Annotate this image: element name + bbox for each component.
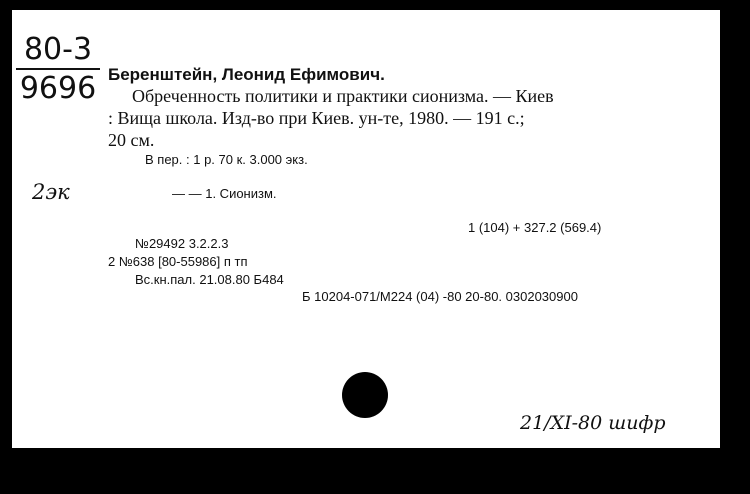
record-line-2: 2 №638 [80-55986] п тп [108, 254, 248, 269]
title-line-2: : Вища школа. Изд-во при Киев. ун-те, 1980. — 191 с.; [108, 108, 525, 128]
call-number [16, 34, 100, 105]
title-line-3: 20 см. [108, 130, 155, 150]
catalog-card [12, 10, 720, 448]
classification-index: 1 (104) + 327.2 (569.4) [468, 220, 602, 235]
subject-heading: — — 1. Сионизм. [172, 186, 277, 201]
record-line-4: Б 10204-071/М224 (04) -80 20-80. 0302030900 [302, 289, 578, 304]
author-heading: Беренштейн, Леонид Ефимович. [108, 65, 385, 84]
price-edition-line: В пер. : 1 р. 70 к. 3.000 экз. [145, 152, 308, 167]
handwritten-date: 21/XI-80 шифр [520, 412, 666, 434]
handwritten-copies-mark: 2эк [32, 180, 70, 204]
call-number-divider [16, 68, 100, 70]
call-number-bottom: 9696 [19, 71, 97, 106]
title-line-1: Обреченность политики и практики сионизма. — Киев [132, 86, 554, 106]
record-line-1: №29492 3.2.2.3 [135, 236, 229, 251]
record-line-3: Вс.кн.пал. 21.08.80 Б484 [135, 272, 284, 287]
punch-hole [342, 372, 388, 418]
call-number-top: 80-3 [23, 32, 93, 67]
